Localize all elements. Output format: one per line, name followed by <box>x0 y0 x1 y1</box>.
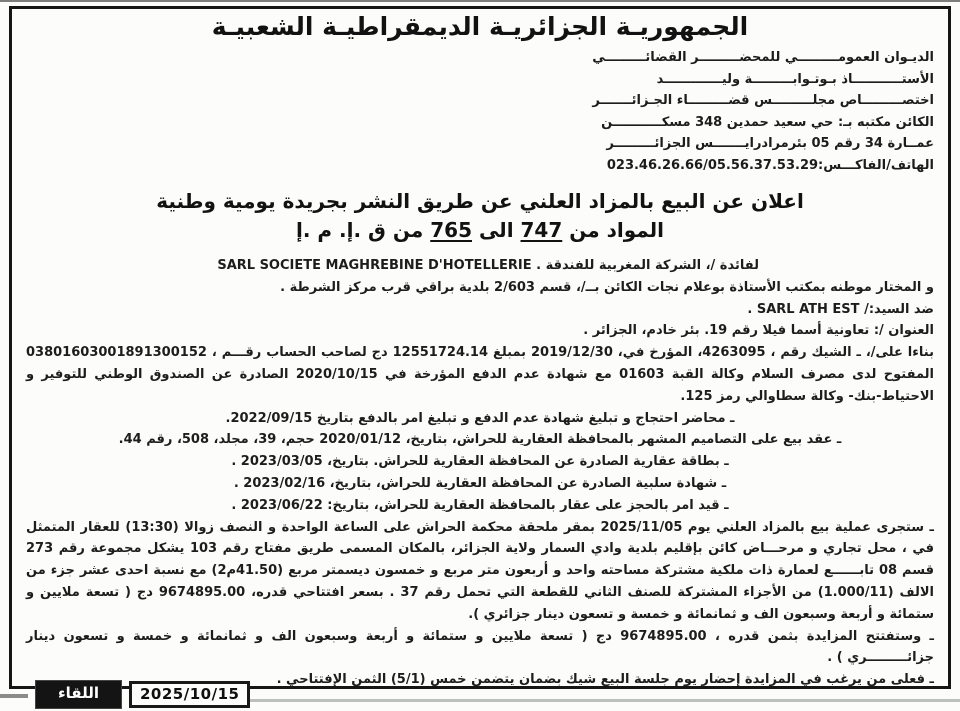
bailiff-office-block <box>26 47 934 176</box>
bailiff-office-line: الديـوان العمومـــــــــي للمحضـــــــــر القضائـــــــــي <box>592 50 934 65</box>
republic-header: الجمهوريـة الجزائريـة الديمقراطيـة الشعبيـة <box>211 12 749 41</box>
bullet-sale-deed: ـ عقد بيع على التصاميم المشهر بالمحافظة العقارية للحراش، بتاريخ، 2020/01/12 حجم، 39، مجلد، 508، رقم 44. <box>118 432 842 448</box>
bullet-protest-report: ـ محاضر احتجاج و تبليغ شهادة عدم الدفع و تبليغ امر بالدفع بتاريخ 2022/09/15. <box>225 410 735 426</box>
auction-details-paragraph: ـ ستجرى عملية بيع بالمزاد العلني يوم 2025/11/05 بمقر ملحقة محكمة الحراش على الساعة الواحدة و النصف زوالا (13:30) للعقار المتمثل في ، محل تجاري و مرحـــاض كائن بإقليم بلدية وادي السمار ولاية الجزائر، بالمكان المسمى طريق مفتاح رقم 103 يشكل مجموعة رقم 273 قسم 08 تابــــــع لعمارة ذات ملكية مشتركة مساحته واحد و أربعون متر مربع و خمسون ديسمتر مربع (41.50م2) مع نسبة احدى عشر جزء من الالف (1.000/11) من الأجزاء المشتركة للصنف الثاني للقطعة التي تحمل رقم 37 . بسعر افتتاحي قدره، 9674895.00 دج ( تسعة ملايين و ستمائة و أربعة وسبعون الف و ثمانمائة و خمسة و تسعون دينار جزائري ). <box>26 519 935 622</box>
publication-date-box: 2025/10/15 <box>129 681 250 708</box>
against-line: ضد السيد:/ SARL ATH EST . <box>747 301 934 317</box>
legal-articles-line <box>26 216 934 245</box>
basis-paragraph: بناءا على/، ـ الشيك رقم ، 4263095، المؤرخ في، 2019/12/30 بمبلغ 12551724.14 دج لصاحب الحساب رقـــم ، 03801603001891300152 المفتوح لدى مصرف السلام وكالة القبة 01603 مع شهادة عدم الدفع المؤرخة في 2020/10/15 الصادرة عن الصندوق الوطني للتوفير و الاحتياط-بنك- وكالة سطاوالي رمز 125. <box>26 345 934 404</box>
scan-left-mark <box>0 694 28 698</box>
scan-bottom-edge-line <box>235 699 960 702</box>
announcement-body <box>26 255 934 691</box>
participation-requirement-line: ـ فعلى من يرغب في المزايدة إحضار يوم جلسة البيع شيك بضمان يتضمن خمس (5/1) الثمن الإفتتاحي . <box>276 672 934 688</box>
bailiff-name-line: الأستـــــــــــاذ بـوتـوابـــــــــة وليـــــــــــــد <box>656 71 934 87</box>
bullet-property-card: ـ بطاقة عقارية الصادرة عن المحافظة العقارية للحراش. بتاريخ، 2023/03/05 . <box>231 454 729 470</box>
articles-middle: الى <box>471 218 521 242</box>
domicile-line: و المختار موطنه بمكتب الأستاذة بوعلام نجات الكائن بــ/، قسم 2/603 بلدية براقي قرب مركز الشرطة . <box>280 279 934 295</box>
bullet-negative-certificate: ـ شهادة سلبية الصادرة عن المحافظة العقارية للحراش، بتاريخ، 2023/02/16 . <box>233 475 727 491</box>
announcement-title-block <box>26 187 934 245</box>
articles-suffix: من ق .إ. م .إ <box>295 218 431 242</box>
office-building-line: عمــارة 34 رقم 05 بئرمرادرايـــــــس الجزائـــــــــر <box>606 136 934 151</box>
opening-bid-line: ـ وستفتتح المزايدة بثمن قدره ، 9674895.00 دج ( تسعة ملايين و ستمائة و أربعة وسبعون الف و ثمانمائة و خمسة و تسعون دينار جزائـــــــــري ) . <box>26 628 934 666</box>
announcement-title: اعلان عن البيع بالمزاد العلني عن طريق النشر بجريدة يومية وطنية <box>156 189 804 213</box>
phone-fax-line: الهاتف/الفاكـــس:023.46.26.66/05.56.37.53.29 <box>606 157 934 173</box>
article-from-number: 747 <box>520 218 563 242</box>
address-line: العنوان /: تعاونية أسما فيلا رقم 19. بئر خادم، الجزائر . <box>583 323 934 339</box>
jurisdiction-line: اختصـــــــــاص مجلـــــــــس قضـــــــــاء الجـزائـــــــر <box>592 93 934 108</box>
office-address-line: الكائن مكتبه بـ: حي سعيد حمدين 348 مسكـــــــــــن <box>601 114 934 130</box>
newspaper-footer <box>36 681 250 708</box>
newspaper-name-badge: اللقاء <box>36 681 121 708</box>
document-content <box>26 12 934 691</box>
bullet-seizure-order: ـ قيد امر بالحجز على عقار بالمحافظة العقارية للحراش، بتاريخ: 2023/06/22 . <box>231 497 729 513</box>
article-to-number: 765 <box>430 218 472 242</box>
articles-prefix: المواد من <box>562 218 665 242</box>
scan-top-edge-line <box>0 0 960 2</box>
beneficiary-line: لفائدة /، الشركة المغربية للفندقة . SARL SOCIETE MAGHREBINE D'HOTELLERIE <box>217 258 759 273</box>
